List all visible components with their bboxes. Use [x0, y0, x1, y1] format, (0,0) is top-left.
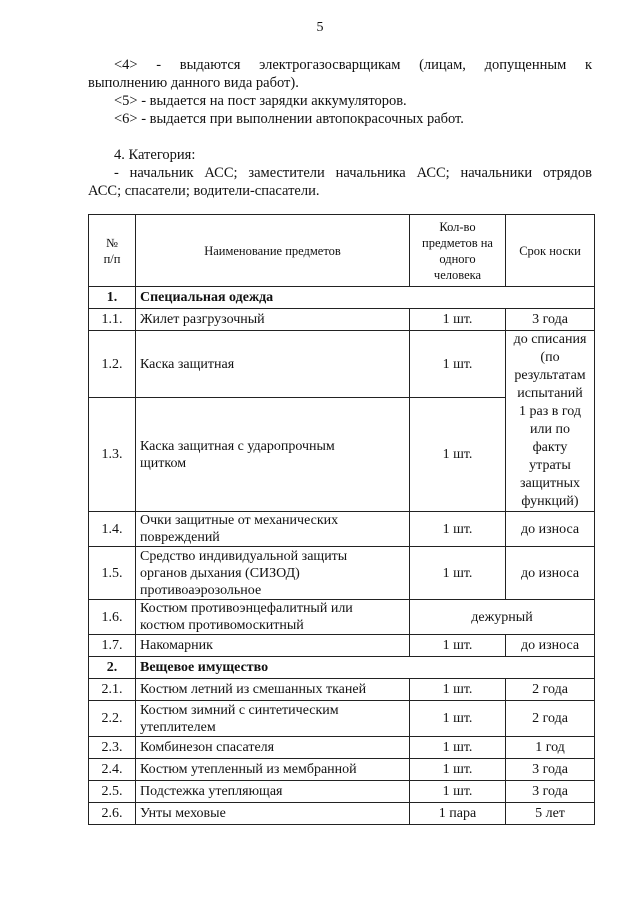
- row-num: 1.6.: [89, 600, 136, 635]
- table-row: [89, 759, 595, 781]
- row-name: Подстежка утепляющая: [136, 781, 410, 803]
- table-row: [89, 309, 595, 331]
- category-text: [88, 164, 592, 200]
- section-num: 1.: [89, 287, 136, 309]
- row-num: 1.4.: [89, 512, 136, 547]
- row-term: до износа: [506, 512, 595, 547]
- row-merged-duty: дежурный: [410, 600, 595, 635]
- note-4: [88, 56, 592, 92]
- row-term: 3 года: [506, 309, 595, 331]
- table-row: [89, 512, 595, 547]
- row-term: 3 года: [506, 781, 595, 803]
- row-qty: 1 шт.: [410, 309, 506, 331]
- row-qty: 1 шт.: [410, 737, 506, 759]
- row-name: Костюм противоэнцефалитный или костюм противомоскитный: [136, 600, 410, 635]
- row-num: 2.3.: [89, 737, 136, 759]
- header-term: Срок носки: [506, 215, 595, 287]
- category-heading: 4. Категория:: [114, 147, 196, 163]
- page-number: 5: [316, 20, 324, 35]
- row-qty: 1 шт.: [410, 759, 506, 781]
- category-line1: - начальник АСС; заместители начальника АСС; начальники отрядов: [114, 165, 592, 181]
- row-name: Комбинезон спасателя: [136, 737, 410, 759]
- category-line2: АСС; спасатели; водители-спасатели.: [88, 183, 320, 199]
- row-name: Накомарник: [136, 635, 410, 657]
- row-name: Каска защитная с ударопрочным щитком: [136, 398, 410, 512]
- table-row: [89, 701, 595, 737]
- row-num: 1.5.: [89, 547, 136, 600]
- row-term: до износа: [506, 635, 595, 657]
- row-name: Костюм зимний с синтетическим утеплителем: [136, 701, 410, 737]
- table-header-row: [89, 215, 595, 287]
- row-num: 2.4.: [89, 759, 136, 781]
- row-name: Костюм утепленный из мембранной: [136, 759, 410, 781]
- row-term: 2 года: [506, 679, 595, 701]
- section-title: Вещевое имущество: [136, 657, 595, 679]
- row-name: Костюм летний из смешанных тканей: [136, 679, 410, 701]
- items-table: [88, 214, 595, 825]
- row-num: 1.7.: [89, 635, 136, 657]
- section-num: 2.: [89, 657, 136, 679]
- table-row: [89, 803, 595, 825]
- row-name: Унты меховые: [136, 803, 410, 825]
- row-term: 2 года: [506, 701, 595, 737]
- row-num: 2.1.: [89, 679, 136, 701]
- row-qty: 1 шт.: [410, 512, 506, 547]
- table-row: [89, 781, 595, 803]
- row-term-shared: до списания (по результатам испытаний 1 раз в год или по факту утраты защитных функций): [506, 331, 595, 512]
- section-row: [89, 657, 595, 679]
- table-row: [89, 679, 595, 701]
- row-term: 1 год: [506, 737, 595, 759]
- note-5: <5> - выдается на пост зарядки аккумуляторов.: [114, 93, 407, 109]
- row-qty: 1 пара: [410, 803, 506, 825]
- row-qty: 1 шт.: [410, 781, 506, 803]
- row-name: Средство индивидуальной защиты органов дыхания (СИЗОД) противоаэрозольное: [136, 547, 410, 600]
- row-qty: 1 шт.: [410, 331, 506, 398]
- table-row: [89, 331, 595, 398]
- row-qty: 1 шт.: [410, 398, 506, 512]
- header-qty: Кол-во предметов на одного человека: [410, 215, 506, 287]
- header-num: № п/п: [89, 215, 136, 287]
- section-title: Специальная одежда: [136, 287, 595, 309]
- note-6: <6> - выдается при выполнении автопокрасочных работ.: [114, 111, 464, 127]
- row-num: 1.1.: [89, 309, 136, 331]
- row-name: Жилет разгрузочный: [136, 309, 410, 331]
- row-name: Каска защитная: [136, 331, 410, 398]
- row-qty: 1 шт.: [410, 679, 506, 701]
- row-name: Очки защитные от механических повреждений: [136, 512, 410, 547]
- table-row: [89, 737, 595, 759]
- row-term: 5 лет: [506, 803, 595, 825]
- note-4-line1: <4> - выдаются электрогазосварщикам (лицам, допущенным к: [114, 57, 592, 73]
- header-name: Наименование предметов: [136, 215, 410, 287]
- row-qty: 1 шт.: [410, 635, 506, 657]
- row-term: 3 года: [506, 759, 595, 781]
- row-term: до износа: [506, 547, 595, 600]
- row-num: 2.5.: [89, 781, 136, 803]
- table-row: [89, 600, 595, 635]
- row-qty: 1 шт.: [410, 701, 506, 737]
- table-row: [89, 635, 595, 657]
- section-row: [89, 287, 595, 309]
- row-num: 1.3.: [89, 398, 136, 512]
- row-num: 2.6.: [89, 803, 136, 825]
- table-row: [89, 547, 595, 600]
- row-num: 1.2.: [89, 331, 136, 398]
- note-4-line2: выполнению данного вида работ).: [88, 75, 299, 91]
- row-qty: 1 шт.: [410, 547, 506, 600]
- row-num: 2.2.: [89, 701, 136, 737]
